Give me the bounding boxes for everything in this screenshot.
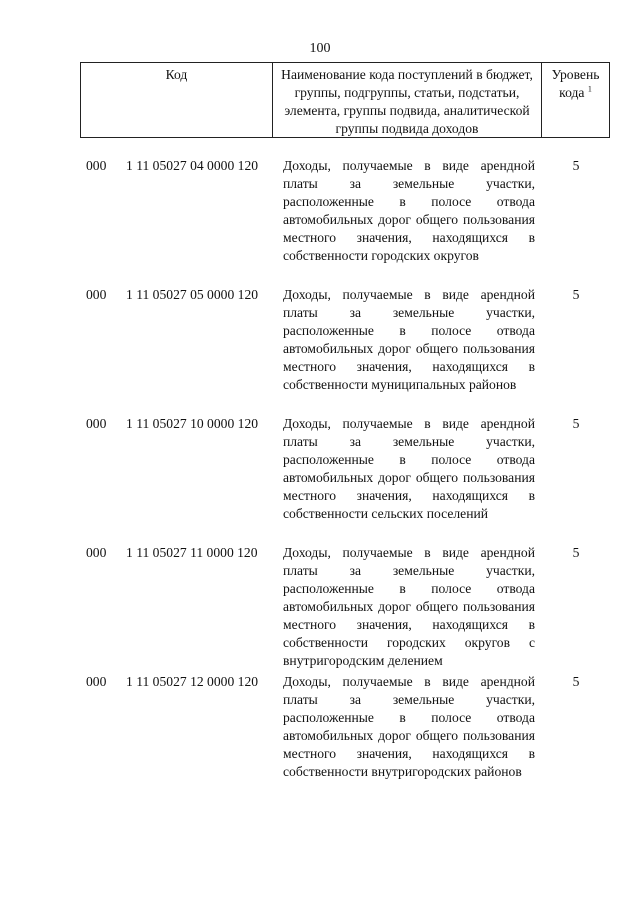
row-admin-code: 000: [86, 416, 107, 431]
header-level: [542, 63, 609, 137]
table-row: [86, 673, 616, 802]
row-admin-code: 000: [86, 545, 107, 560]
header-code: Код: [81, 63, 273, 137]
row-description: Доходы, получаемые в виде арендной платы за земельные участки, расположенные в полосе отвода автомобильных дорог общего пользования местного значения, находящихся в собственности городских округов: [283, 158, 535, 263]
row-income-code: 1 11 05027 04 0000 120: [126, 158, 259, 173]
row-description: Доходы, получаемые в виде арендной платы за земельные участки, расположенные в полосе отвода автомобильных дорог общего пользования местного значения, находящихся в собственности сельских поселений: [283, 416, 535, 521]
row-level: 5: [572, 416, 580, 431]
row-description: Доходы, получаемые в виде арендной платы за земельные участки, расположенные в полосе отвода автомобильных дорог общего пользования местного значения, находящихся в собственности муниципальных районов: [283, 287, 535, 392]
header-level-label: Уровень кода: [551, 67, 600, 100]
row-description: Доходы, получаемые в виде арендной платы за земельные участки, расположенные в полосе отвода автомобильных дорог общего пользования местного значения, находящихся в собственности внутригородских районов: [283, 674, 535, 779]
row-income-code: 1 11 05027 12 0000 120: [126, 674, 259, 689]
row-admin-code: 000: [86, 674, 107, 689]
table-row: [86, 544, 616, 673]
row-description: Доходы, получаемые в виде арендной платы за земельные участки, расположенные в полосе отвода автомобильных дорог общего пользования местного значения, находящихся в собственности городских округов с внутригородским делением: [283, 545, 535, 668]
row-admin-code: 000: [86, 287, 107, 302]
row-level: 5: [572, 158, 580, 173]
table-row: [86, 157, 616, 286]
row-income-code: 1 11 05027 11 0000 120: [126, 545, 258, 560]
table-body: [86, 157, 616, 802]
header-level-footnote: 1: [587, 84, 592, 94]
row-level: 5: [572, 545, 580, 560]
table-row: [86, 415, 616, 544]
page-number: 100: [309, 41, 331, 56]
row-level: 5: [572, 674, 580, 689]
table-header: [80, 62, 610, 138]
row-income-code: 1 11 05027 10 0000 120: [126, 416, 259, 431]
table-row: [86, 286, 616, 415]
row-income-code: 1 11 05027 05 0000 120: [126, 287, 259, 302]
row-level: 5: [572, 287, 580, 302]
row-admin-code: 000: [86, 158, 107, 173]
header-name: Наименование кода поступлений в бюджет, группы, подгруппы, статьи, подстатьи, элемента, группы подвида, аналитической группы подвида доходов: [273, 63, 542, 137]
